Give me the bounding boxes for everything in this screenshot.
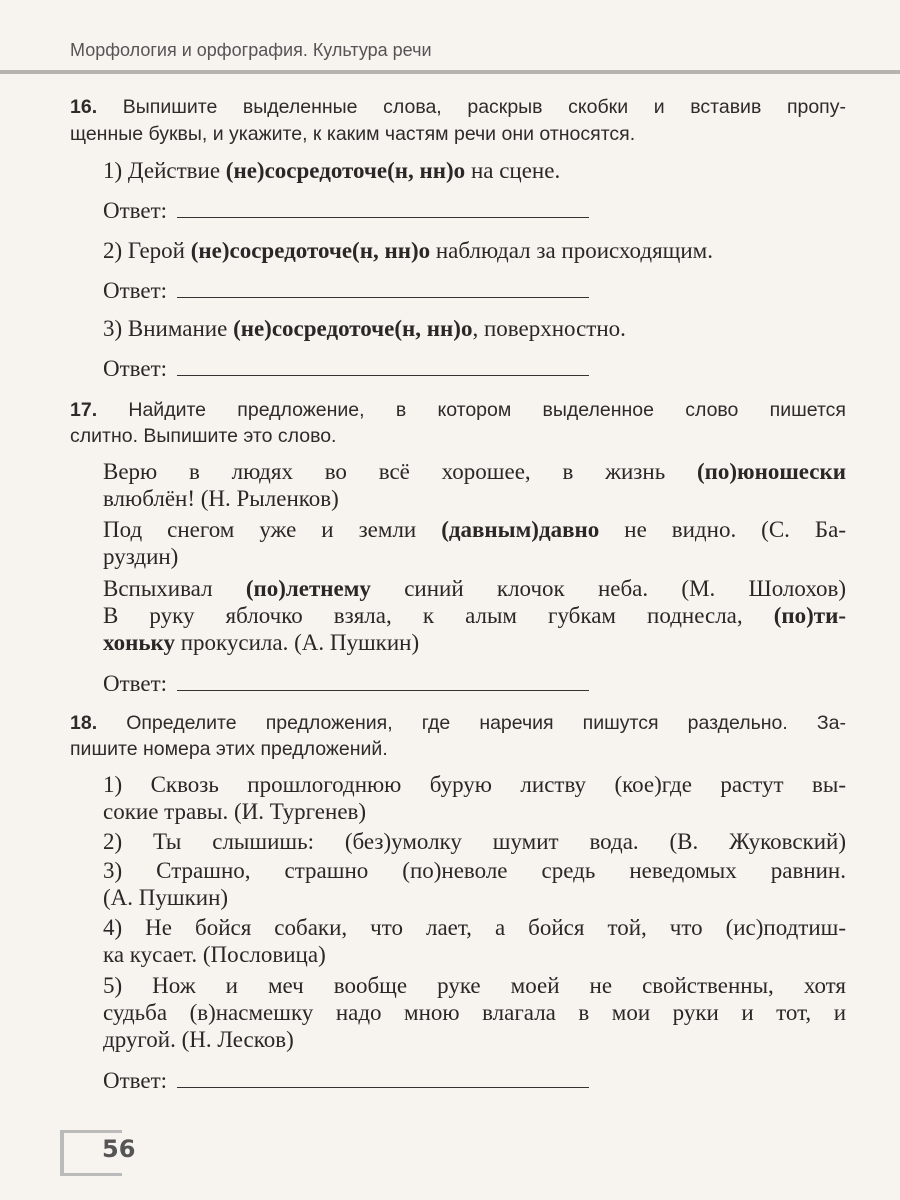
task-text-line <box>70 96 846 119</box>
example-line <box>103 973 846 999</box>
example-line <box>103 576 846 602</box>
answer-field[interactable] <box>177 357 589 376</box>
bold-text: 18. <box>70 712 98 734</box>
example-line <box>103 316 846 342</box>
example-line <box>103 238 846 264</box>
answer-row <box>103 671 589 697</box>
task-text-line <box>70 738 846 761</box>
text: 1) Сквозь прошлогоднюю бурую листву (кое)где растут вы- <box>103 772 846 797</box>
text: пишите номера этих предложений. <box>70 738 388 760</box>
answer-label: Ответ: <box>103 198 168 223</box>
text: синий клочок неба. (М. Шолохов) <box>370 576 846 601</box>
text: прокусила. (А. Пушкин) <box>174 630 420 655</box>
example-line <box>103 772 846 798</box>
text: Определите предложения, где наречия пишутся раздельно. За- <box>97 712 846 734</box>
answer-label: Ответ: <box>103 356 168 381</box>
answer-label: Ответ: <box>103 278 168 303</box>
text: Найдите предложение, в котором выделенное слово пишется <box>97 399 846 421</box>
bold-text: (по)юношески <box>696 459 846 484</box>
text: 3) Внимание <box>103 316 234 341</box>
bold-text: (не)сосредоточе(н, нн)о <box>225 158 466 183</box>
text: 4) Не бойся собаки, что лает, а бойся той, что (ис)подтиш- <box>103 915 846 940</box>
example-line <box>103 942 846 968</box>
text: 5) Нож и меч вообще руке моей не свойственны, хотя <box>103 973 846 998</box>
text: не видно. (С. Ба- <box>599 517 846 542</box>
bold-text: (по)ти- <box>773 603 846 628</box>
text: В руку яблочко взяла, к алым губкам поднесла, <box>103 603 774 628</box>
text: Вспыхивал <box>103 576 246 601</box>
example-line <box>103 158 846 184</box>
task-text-line <box>70 399 846 422</box>
text: Под снегом уже и земли <box>103 517 442 542</box>
bold-text: 17. <box>70 399 98 421</box>
running-header: Морфология и орфография. Культура речи <box>70 40 432 60</box>
text: 3) Страшно, страшно (по)неволе средь неведомых равнин. <box>103 858 846 883</box>
text: 2) Герой <box>103 238 191 263</box>
task-text-line <box>70 712 846 735</box>
bold-text: (по)летнему <box>245 576 371 601</box>
text: , поверхностно. <box>472 316 626 341</box>
example-line <box>103 1027 846 1053</box>
example-line <box>103 517 846 543</box>
page-number: 56 <box>102 1135 136 1163</box>
text: щенные буквы, и укажите, к каким частям речи они относятся. <box>70 123 636 145</box>
bold-text: 16. <box>70 96 98 118</box>
task-text-line <box>70 425 846 448</box>
answer-row <box>103 356 589 382</box>
answer-field[interactable] <box>177 279 589 298</box>
example-line <box>103 885 846 911</box>
text: (А. Пушкин) <box>103 885 229 910</box>
answer-label: Ответ: <box>103 671 168 696</box>
example-line <box>103 603 846 629</box>
bold-text: (не)сосредоточе(н, нн)о <box>190 238 431 263</box>
text: руздин) <box>103 544 179 569</box>
answer-field[interactable] <box>177 1069 589 1088</box>
answer-label: Ответ: <box>103 1068 168 1093</box>
text: на сцене. <box>465 158 561 183</box>
example-line <box>103 858 846 884</box>
task-text-line <box>70 123 846 146</box>
example-line <box>103 829 846 855</box>
text: влюблён! (Н. Рыленков) <box>103 486 339 511</box>
example-line <box>103 799 846 825</box>
bold-text: (не)сосредоточе(н, нн)о <box>233 316 473 341</box>
text: ка кусает. (Пословица) <box>103 942 326 967</box>
example-line <box>103 630 846 656</box>
answer-field[interactable] <box>177 199 589 218</box>
text: Выпишите выделенные слова, раскрыв скобки и вставив пропу- <box>97 96 846 118</box>
answer-row <box>103 278 589 304</box>
answer-field[interactable] <box>177 672 589 691</box>
answer-row <box>103 1068 589 1094</box>
text: слитно. Выпишите это слово. <box>70 425 337 447</box>
text: 1) Действие <box>103 158 226 183</box>
text: другой. (Н. Лесков) <box>103 1027 294 1052</box>
bold-text: хоньку <box>103 630 175 655</box>
example-line <box>103 915 846 941</box>
bold-text: (давным)давно <box>441 517 600 542</box>
answer-row <box>103 198 589 224</box>
text: судьба (в)насмешку надо мною влагала в мои руки и тот, и <box>103 1000 846 1025</box>
text: Верю в людях во всё хорошее, в жизнь <box>103 459 697 484</box>
example-line <box>103 544 846 570</box>
example-line <box>103 459 846 485</box>
example-line <box>103 1000 846 1026</box>
header-rule <box>0 70 900 74</box>
example-line <box>103 486 846 512</box>
text: наблюдал за происходящим. <box>430 238 713 263</box>
text: 2) Ты слышишь: (без)умолку шумит вода. (В. Жуковский) <box>103 829 846 854</box>
text: сокие травы. (И. Тургенев) <box>103 799 367 824</box>
